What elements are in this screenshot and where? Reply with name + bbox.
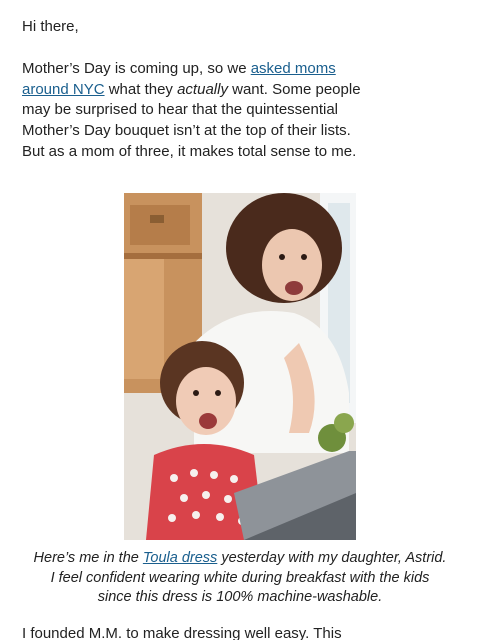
caption-line-2: I feel confident wearing white during breakfast with the kids (50, 569, 430, 586)
caption-line-3: since this dress is 100% machine-washable. (97, 589, 383, 606)
greeting-text: Hi there, (22, 18, 79, 35)
mother-daughter-photo (124, 193, 356, 540)
asked-moms-link[interactable]: asked moms around NYC (22, 60, 336, 98)
caption-text-start: Here’s me in the (33, 550, 143, 566)
intro-emphasis: actually (177, 80, 228, 98)
intro-text-middle: what they (104, 80, 178, 98)
toula-dress-link[interactable]: Toula dress (142, 550, 218, 566)
caption-line-1 (0, 549, 480, 569)
photo-caption (0, 549, 480, 608)
intro-text-start: Mother’s Day is coming up, so we (22, 60, 251, 77)
photo-illustration (124, 193, 356, 540)
caption-text-end: yesterday with my daughter, Astrid. (217, 550, 447, 566)
body-paragraph: I founded M.M. to make dressing well easy. This (22, 625, 342, 640)
intro-paragraph (22, 59, 367, 163)
intro-text-end: want. Some people may be surprised to hear that the quintessential Mother’s Day bouquet isn’t at the top of their lists. But as a mom of three, it makes total sense to me. (22, 80, 361, 160)
